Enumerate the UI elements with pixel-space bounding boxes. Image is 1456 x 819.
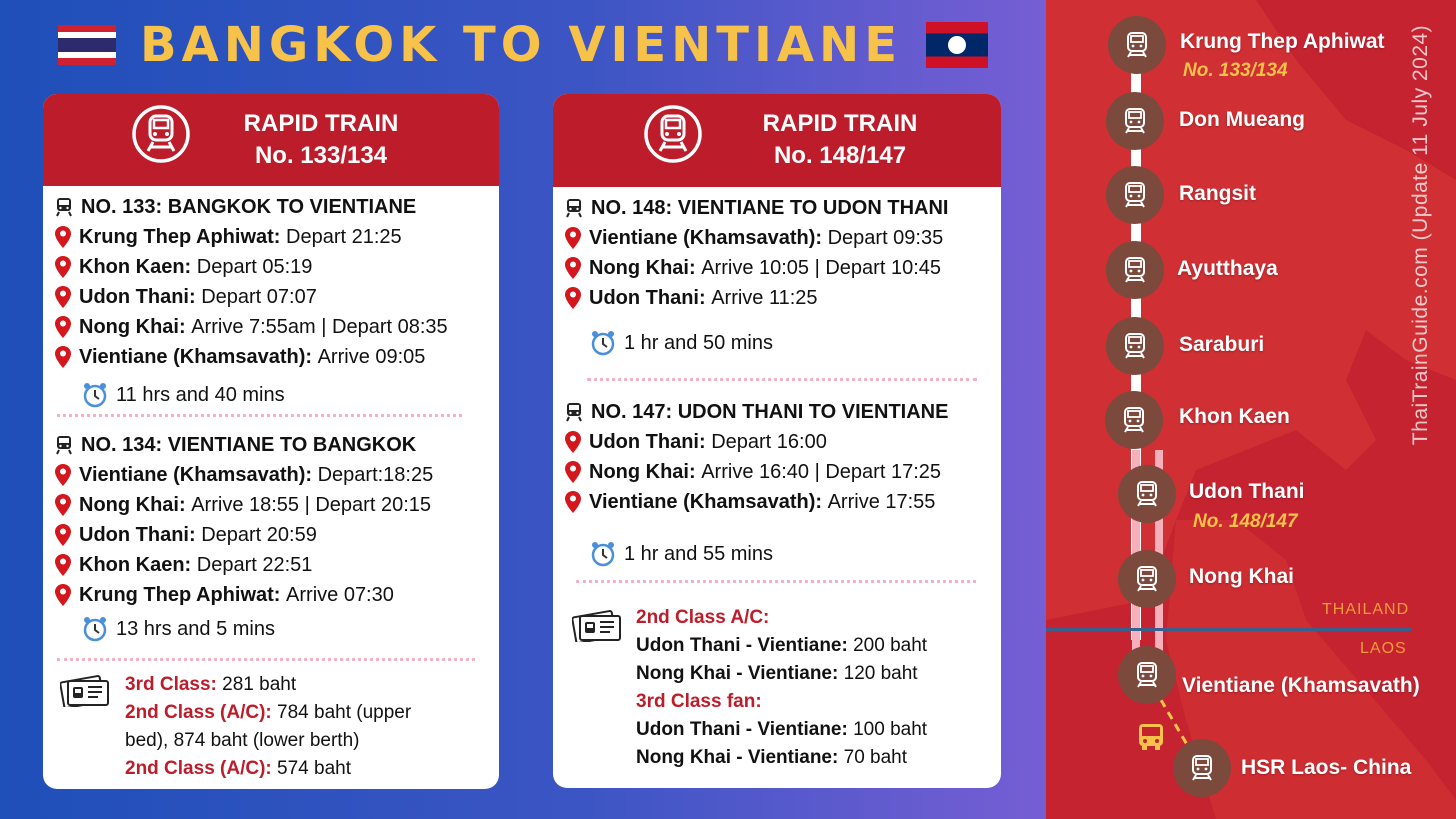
fare-row: 2nd Class (A/C): 574 baht [125,758,351,779]
stop-station: Khon Kaen: [79,255,192,278]
card-header [43,94,499,186]
station-label: Vientiane (Khamsavath) [1182,674,1420,697]
train-circle-icon [643,104,703,164]
train-icon [55,197,73,217]
ticket-icon [572,608,624,642]
station-label: Krung Thep Aphiwat [1180,30,1385,53]
train-icon [55,435,73,455]
route-map [1046,0,1456,819]
location-pin-icon [565,461,581,483]
stop-time: Depart 20:59 [201,523,317,546]
alarm-clock-icon [82,382,108,408]
stop-row [55,222,402,252]
stop-station: Nong Khai: [589,256,696,279]
stop-station: Nong Khai: [79,315,186,338]
station-label: Saraburi [1179,333,1265,356]
stop-time: Depart 09:35 [827,226,944,249]
location-pin-icon [55,286,71,308]
duration: 1 hr and 50 mins [590,330,773,356]
ticket-icon [60,673,112,707]
station-label: HSR Laos- China [1241,756,1412,779]
stop-row [55,520,317,550]
stop-station: Nong Khai: [79,493,186,516]
stop-time: Arrive 09:05 [317,345,426,368]
station-marker [1106,166,1164,224]
stop-time: Depart:18:25 [317,463,434,486]
station-marker [1105,391,1163,449]
fare-row: Udon Thani - Vientiane: 200 baht [636,635,928,656]
location-pin-icon [55,316,71,338]
stop-row [55,312,448,342]
duration: 1 hr and 55 mins [590,541,773,567]
stop-time: Arrive 18:55 | Depart 20:15 [191,493,431,516]
station-marker [1106,317,1164,375]
stop-row [565,487,935,517]
stop-station: Vientiane (Khamsavath): [589,226,823,249]
alarm-clock-icon [590,330,616,356]
stop-row [565,253,941,283]
stop-row [55,282,317,312]
location-pin-icon [55,464,71,486]
stop-time: Depart 22:51 [196,553,313,576]
location-pin-icon [55,346,71,368]
station-marker [1108,16,1166,74]
stop-time: Depart 16:00 [711,430,827,453]
station-label: Rangsit [1179,182,1257,205]
train-number-label: No. 148/147 [1193,511,1298,532]
train-icon [1132,660,1162,690]
stop-station: Nong Khai: [589,460,696,483]
stop-station: Udon Thani: [79,285,196,308]
stop-row [55,460,433,490]
stop-time: Depart 21:25 [286,225,402,248]
station-label: Udon Thani [1189,480,1305,503]
bus-icon [1136,722,1166,752]
stop-row [55,580,394,610]
train-icon [1132,564,1162,594]
train-icon [1120,331,1150,361]
stop-row [55,550,312,580]
laos-flag-icon [926,22,988,68]
border-line [1046,628,1412,631]
stop-time: Arrive 16:40 | Depart 17:25 [701,460,941,483]
stop-row [565,223,943,253]
stop-station: Udon Thani: [79,523,196,546]
card-header [553,94,1001,187]
stop-row [565,427,827,457]
station-marker [1118,550,1176,608]
train-icon [1120,106,1150,136]
station-marker [1118,465,1176,523]
location-pin-icon [565,491,581,513]
page-title: BANGKOK TO VIENTIANE [140,17,902,73]
train-heading: NO. 133: BANGKOK TO VIENTIANE [55,192,416,222]
divider [576,580,976,583]
fare-class: 3rd Class fan: [636,691,762,712]
stop-station: Krung Thep Aphiwat: [79,225,281,248]
fare-row-cont: bed), 874 baht (lower berth) [125,730,360,751]
title-row [0,14,1046,76]
location-pin-icon [565,257,581,279]
train-heading: NO. 134: VIENTIANE TO BANGKOK [55,430,416,460]
stop-row [565,457,941,487]
credit-text: ThaiTrainGuide.com (Update 11 July 2024) [1409,24,1432,446]
station-label: Don Mueang [1179,108,1305,131]
thailand-flag-icon [58,25,116,65]
train-icon [1132,479,1162,509]
location-pin-icon [55,524,71,546]
duration: 11 hrs and 40 mins [82,382,285,408]
fare-row: Nong Khai - Vientiane: 120 baht [636,663,918,684]
divider [587,378,977,381]
duration: 13 hrs and 5 mins [82,616,275,642]
stop-time: Depart 07:07 [201,285,317,308]
country-thailand: THAILAND [1322,601,1410,618]
stop-row [565,283,818,313]
divider [57,658,475,661]
stop-time: Depart 05:19 [196,255,313,278]
train-heading: NO. 147: UDON THANI TO VIENTIANE [565,397,948,427]
station-marker [1118,646,1176,704]
train-heading: NO. 148: VIENTIANE TO UDON THANI [565,193,948,223]
alarm-clock-icon [82,616,108,642]
stop-station: Udon Thani: [589,286,706,309]
stop-station: Vientiane (Khamsavath): [79,345,313,368]
stop-time: Arrive 17:55 [827,490,936,513]
divider [57,414,462,417]
country-laos: LAOS [1360,640,1407,657]
location-pin-icon [55,554,71,576]
stop-time: Arrive 07:30 [286,583,394,606]
train-icon [1119,405,1149,435]
station-label: Ayutthaya [1177,257,1278,280]
location-pin-icon [55,494,71,516]
stop-row [55,252,312,282]
station-label: Nong Khai [1189,565,1294,588]
train-icon [1122,30,1152,60]
card-header-number: No. 148/147 [773,142,907,169]
train-icon [1120,180,1150,210]
train-icon [565,198,583,218]
location-pin-icon [565,227,581,249]
stop-station: Vientiane (Khamsavath): [589,490,823,513]
stop-time: Arrive 7:55am | Depart 08:35 [191,315,448,338]
location-pin-icon [55,256,71,278]
fares-list [636,604,927,772]
stop-station: Vientiane (Khamsavath): [79,463,313,486]
stop-time: Arrive 11:25 [711,286,818,309]
fare-row: Udon Thani - Vientiane: 100 baht [636,719,928,740]
train-icon [565,402,583,422]
station-marker [1106,241,1164,299]
card-header-title: RAPID TRAIN [762,110,918,137]
stop-time: Arrive 10:05 | Depart 10:45 [701,256,941,279]
alarm-clock-icon [590,541,616,567]
stop-station: Udon Thani: [589,430,706,453]
fares-list [125,671,411,783]
station-marker [1173,739,1231,797]
card-header-number: No. 133/134 [254,142,388,169]
fare-row: 2nd Class (A/C): 784 baht (upper [125,702,412,723]
card-header-title: RAPID TRAIN [243,110,399,137]
train-circle-icon [131,104,191,164]
stop-row [55,490,431,520]
train-icon [1187,753,1217,783]
stop-station: Khon Kaen: [79,553,192,576]
stop-row [55,342,425,372]
location-pin-icon [55,226,71,248]
train-icon [1120,255,1150,285]
stop-station: Krung Thep Aphiwat: [79,583,281,606]
train-number-label: No. 133/134 [1183,60,1288,81]
station-label: Khon Kaen [1179,405,1290,428]
location-pin-icon [565,431,581,453]
fare-class: 2nd Class A/C: [636,607,770,628]
fare-row: 3rd Class: 281 baht [125,674,297,695]
station-marker [1106,92,1164,150]
location-pin-icon [55,584,71,606]
location-pin-icon [565,287,581,309]
fare-row: Nong Khai - Vientiane: 70 baht [636,747,908,768]
